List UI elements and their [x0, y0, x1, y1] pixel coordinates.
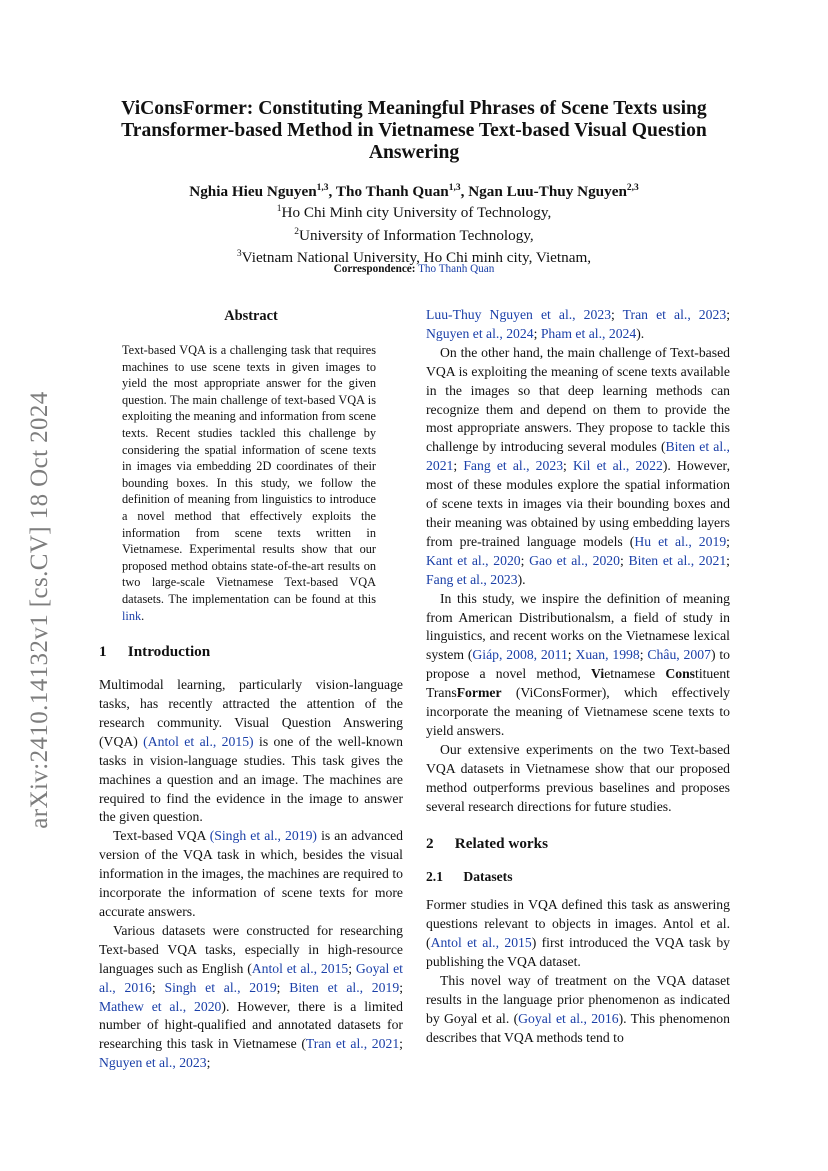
implementation-link[interactable]: link [122, 608, 142, 623]
citation-link[interactable]: Giáp, 2008, 2011 [472, 647, 568, 663]
section-heading-introduction [99, 642, 403, 662]
text-run: ) to propose a novel method, [426, 647, 730, 682]
author-name: Nghia Hieu Nguyen [189, 183, 317, 201]
text-run: This novel way of treatment on the VQA dataset results in the language prior phenomenon as indicated by Goyal et al. ( [426, 973, 730, 1026]
text-run: On the other hand, the main challenge of Text-based VQA is exploiting the meaning of scene texts available in the images so that deep learning methods can recognize them and depend on them to provide the most appropriate answers. They propose to tackle this challenge by introducing several modules ( [426, 344, 730, 455]
abstract-heading: Abstract [224, 308, 278, 324]
text-run: ; [619, 552, 629, 568]
citation-link[interactable]: Nguyen et al., 2023 [99, 1055, 207, 1071]
text-run: ; [348, 960, 356, 976]
citation-link[interactable]: Gao et al., 2020 [529, 552, 620, 568]
paragraph [426, 590, 730, 741]
author-name: Tho Thanh Quan [335, 183, 449, 201]
text-run: ; [567, 647, 576, 663]
citation-link[interactable]: Fang et al., 2023 [426, 571, 518, 587]
text-run: Former studies in VQA defined this task as answering questions relevant to objects in images. Antol et al. ( [426, 897, 730, 951]
affiliation-list [100, 200, 728, 268]
left-column [99, 306, 403, 1073]
text-run: (ViConsFormer), which effectively incorporate the meaning of Vietnamese scene texts to yield answers. [426, 685, 730, 738]
citation-link[interactable]: Singh et al., 2019 [164, 979, 277, 995]
text-run: ; [726, 552, 730, 568]
subsection-number: 2.1 [426, 869, 443, 885]
citation-link[interactable]: Antol et al., 2015 [430, 935, 532, 951]
affiliation-text: Ho Chi Minh city University of Technology, [281, 204, 552, 222]
text-run: tituent Trans [426, 666, 730, 701]
paragraph [426, 741, 730, 817]
citation-link[interactable]: Hu et al., 2019 [634, 533, 727, 549]
citation-link[interactable]: Châu, 2007 [647, 647, 711, 663]
citation-link[interactable]: Kant et al., 2020 [426, 552, 521, 568]
affiliation-marker: 2 [294, 226, 300, 237]
text-run: ; [206, 1055, 211, 1071]
citation-link[interactable]: Fang et al., 2023 [463, 458, 564, 474]
paragraph [99, 827, 403, 922]
section-title: Introduction [127, 643, 211, 661]
section-number: 1 [99, 643, 107, 661]
text-run: ; [520, 552, 530, 568]
section-heading-related-works [426, 834, 730, 854]
citation-link[interactable]: Tran et al., 2023 [622, 307, 727, 322]
text-run: In this study, we inspire the definition of meaning from American Distributionalsm, a field of study in linguistics, and recent works on the Vietnamese lexical system ( [426, 590, 730, 663]
bold-text: Cons [665, 666, 696, 682]
section-title: Related works [454, 835, 549, 853]
right-column [426, 306, 730, 1048]
subsection-heading-datasets [426, 868, 730, 886]
author-list [100, 178, 728, 202]
author-affiliation-marker: 1,3 [448, 183, 461, 193]
citation-link[interactable]: Biten et al., 2021 [628, 552, 727, 568]
citation-link[interactable]: (Antol et al., 2015) [143, 733, 254, 749]
text-run: ; [453, 458, 464, 474]
bold-text: Vi [591, 666, 605, 682]
abstract-end: . [141, 608, 145, 623]
text-run: etnamese [604, 666, 666, 682]
text-run: ; [276, 979, 290, 995]
text-run: ; [399, 979, 403, 995]
correspondence-name[interactable]: Tho Thanh Quan [418, 263, 495, 275]
text-run: ) first introduced the VQA task by publishing the VQA dataset. [426, 935, 731, 970]
paragraph [426, 972, 730, 1048]
author-name: Ngan Luu-Thuy Nguyen [468, 183, 627, 201]
affiliation-marker: 1 [276, 204, 282, 214]
text-run: ). However, there is a limited number of hight-qualified and annotated datasets for researching this task in Vietnamese ( [99, 998, 404, 1052]
citation-link[interactable]: Nguyen et al., 2024 [426, 325, 534, 341]
text-run: ; [611, 307, 623, 322]
correspondence [100, 263, 728, 275]
author-separator: , [460, 183, 469, 201]
paragraph [426, 306, 730, 344]
affiliation-marker: 3 [236, 249, 242, 260]
citation-link[interactable]: Antol et al., 2015 [251, 960, 349, 976]
citation-link[interactable]: Luu-Thuy Nguyen et al., 2023 [426, 307, 612, 322]
text-run: ; [399, 1036, 403, 1052]
text-run: ; [563, 458, 573, 474]
text-run: ; [639, 647, 648, 663]
text-run: ). This phenomenon describes that VQA methods tend to [426, 1010, 730, 1045]
arxiv-identifier [22, 365, 58, 855]
paragraph [426, 344, 730, 590]
citation-link[interactable]: (Singh et al., 2019) [209, 828, 317, 844]
correspondence-label: Correspondence: [333, 263, 416, 275]
citation-link[interactable]: Pham et al., 2024 [540, 325, 637, 341]
citation-link[interactable]: Mathew et al., 2020 [99, 998, 222, 1014]
arxiv-identifier-text: arXiv:2410.14132v1 [cs.CV] 18 Oct 2024 [26, 391, 53, 829]
text-run: ). However, most of these modules explore the spatial information of scene texts in images via their bounding boxes and their meaning was obtained by using embedding layers from pre-trained language models ( [426, 458, 730, 549]
affiliation-text: Vietnam National University, Ho Chi minh city, Vietnam, [241, 249, 592, 267]
affiliation-line [100, 200, 728, 223]
text-run: ; [726, 307, 730, 322]
citation-link[interactable]: Biten et al., 2021 [426, 439, 730, 474]
affiliation-text: University of Information Technology, [299, 226, 534, 244]
abstract-body-text: Text-based VQA is a challenging task that requires machines to use scene texts in given images to yield the most appropriate answer for the given question. The main challenge of text-based VQA is exploiting the meaning and information from scene texts. Recent studies tackled this challenge by considering the spatial information of scene texts in images via embedding 2D coordinates of their bounding boxes. In this study, we follow the definition of meaning from linguistics to introduce a novel method that effectively exploits the information from scene texts written in Vietnamese. Experimental results show that our proposed method obtains state-of-the-art results on two large-scale Vietnamese Text-based VQA datasets. The implementation can be found at this [122, 343, 376, 606]
text-run: ; [533, 325, 541, 341]
text-run: Our extensive experiments on the two Text-based VQA datasets in Vietnamese show that our proposed method outperforms previous baselines and proposes several research directions for future studies. [426, 741, 730, 814]
paper-title: ViConsFormer: Constituting Meaningful Phrases of Scene Texts using Transformer-based Method in Vietnamese Text-based Visual Question Answering [121, 98, 707, 163]
abstract-text [122, 342, 376, 624]
bold-text: Former [456, 685, 502, 701]
citation-link[interactable]: Goyal et al., 2016 [99, 960, 403, 995]
text-run: ; [726, 533, 730, 549]
author-separator: , [328, 183, 336, 201]
text-run: is one of the well-known tasks in vision-language studies. This task gives the machines a question and an image. The machines are required to find the evidence in the image to answer the given question. [99, 733, 403, 825]
citation-link[interactable]: Tran et al., 2021 [305, 1036, 400, 1052]
paragraph [99, 922, 403, 1073]
text-run: ; [151, 979, 165, 995]
paragraph [426, 896, 730, 972]
citation-link[interactable]: Kil et al., 2022 [572, 458, 663, 474]
text-run: ). [517, 571, 526, 587]
subsection-title: Datasets [463, 869, 513, 885]
text-run: Various datasets were constructed for researching Text-based VQA tasks, especially in high-resource languages such as English ( [99, 922, 403, 976]
citation-link[interactable]: Xuan, 1998 [575, 647, 640, 663]
affiliation-line [100, 223, 728, 246]
author-affiliation-marker: 2,3 [626, 183, 639, 193]
section-number: 2 [426, 835, 434, 853]
author-affiliation-marker: 1,3 [316, 183, 329, 193]
citation-link[interactable]: Biten et al., 2019 [289, 979, 400, 995]
citation-link[interactable]: Goyal et al., 2016 [518, 1010, 619, 1026]
text-run: ). [636, 325, 645, 341]
text-run: Text-based VQA [113, 828, 210, 844]
paragraph [99, 676, 403, 827]
text-run: Multimodal learning, particularly vision-language tasks, has recently attracted the attention of the research community. Visual Question Answering (VQA) [99, 677, 403, 749]
text-run: is an advanced version of the VQA task in which, besides the visual information in the images, the machines are required to incorporate the information of scene texts for more accurate answers. [99, 828, 403, 919]
